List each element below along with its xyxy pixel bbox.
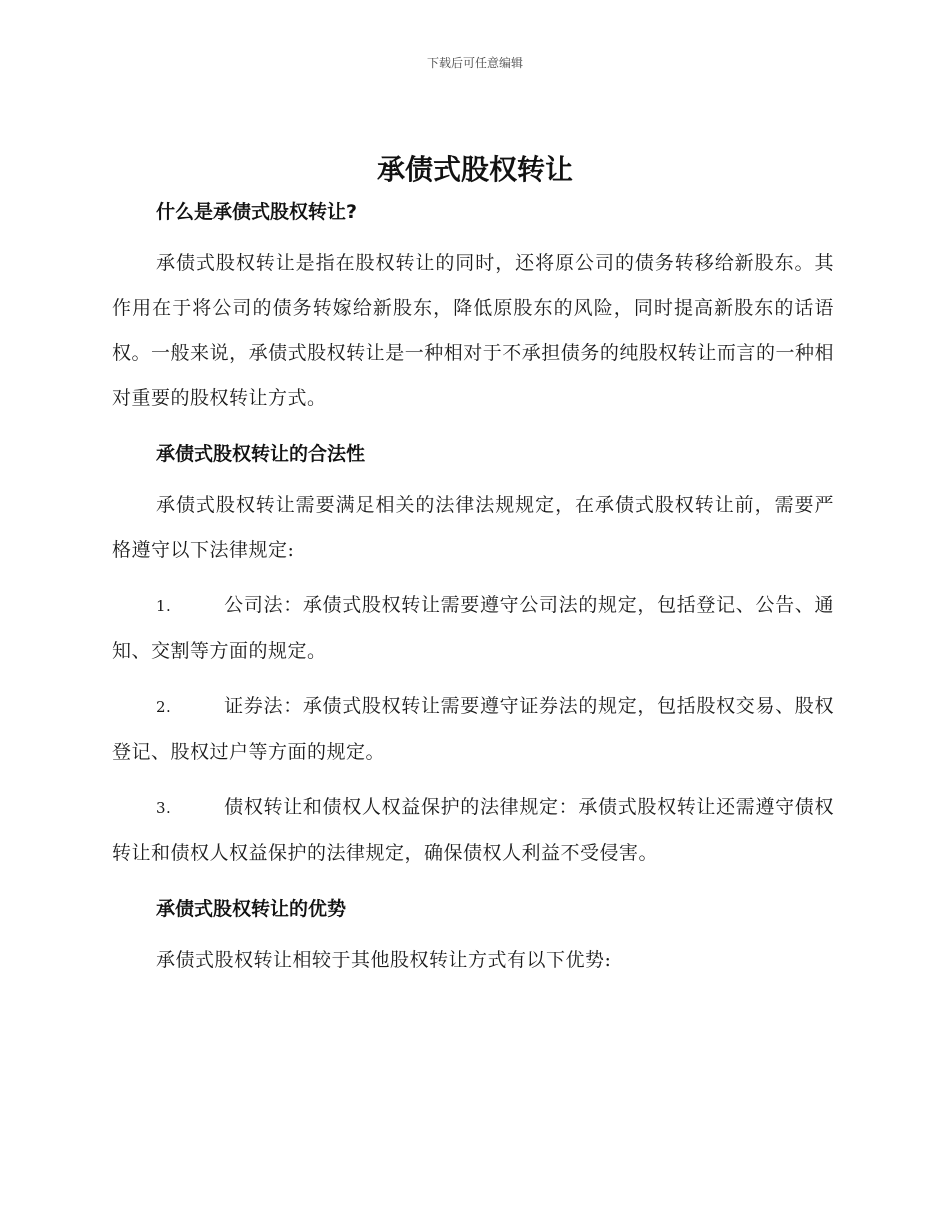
section-heading-advantages: 承债式股权转让的优势	[156, 898, 347, 920]
list-item	[112, 684, 834, 775]
list-item-number: 2.	[156, 698, 172, 716]
list-item-number: 1.	[156, 597, 172, 615]
section-heading-what-is: 什么是承债式股权转让?	[156, 201, 358, 223]
list-item	[112, 785, 834, 876]
section-heading-legality: 承债式股权转让的合法性	[156, 443, 366, 465]
list-item	[112, 583, 834, 674]
header-note: 下载后可任意编辑	[426, 56, 523, 70]
section-paragraph-advantages: 承债式股权转让相较于其他股权转让方式有以下优势:	[156, 949, 612, 971]
list-item-text: 证券法：承债式股权转让需要遵守证券法的规定，包括股权交易、股权登记、股权过户等方面的规定。	[112, 695, 834, 763]
section-paragraph-legality: 承债式股权转让需要满足相关的法律法规规定，在承债式股权转让前，需要严格遵守以下法律规定:	[112, 494, 834, 561]
list-item-number: 3.	[156, 799, 172, 817]
list-item-text: 债权转让和债权人权益保护的法律规定：承债式股权转让还需遵守债权转让和债权人权益保护的法律规定，确保债权人利益不受侵害。	[112, 796, 834, 864]
document-body	[112, 193, 834, 983]
section-paragraph-definition: 承债式股权转让是指在股权转让的同时，还将原公司的债务转移给新股东。其作用在于将公司的债务转嫁给新股东，降低原股东的风险，同时提高新股东的话语权。一般来说，承债式股权转让是一种相对于不承担债务的纯股权转让而言的一种相对重要的股权转让方式。	[112, 252, 834, 409]
list-item-text: 公司法：承债式股权转让需要遵守公司法的规定，包括登记、公告、通知、交割等方面的规定。	[112, 594, 834, 662]
document-title: 承债式股权转让	[376, 153, 573, 186]
